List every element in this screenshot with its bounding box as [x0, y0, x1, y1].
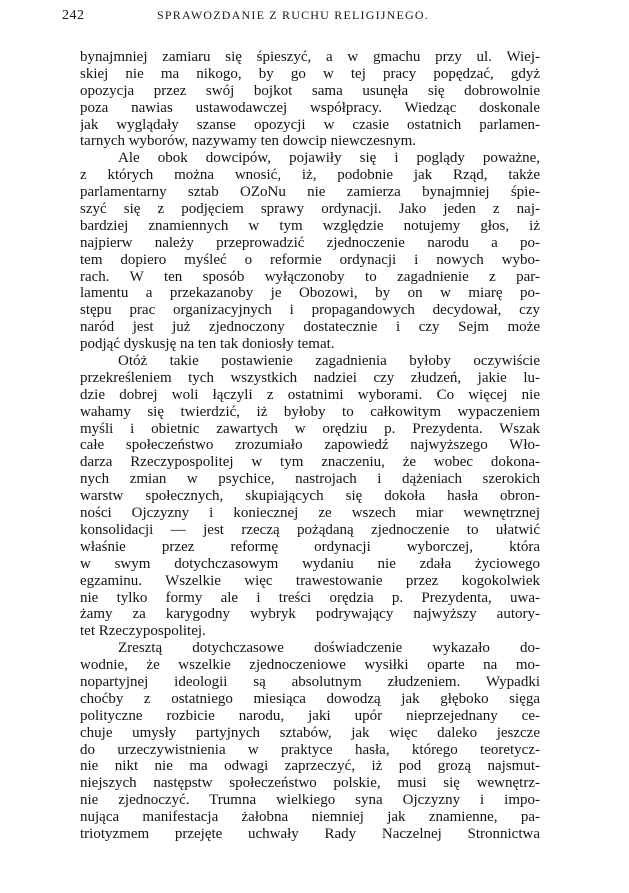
text-line: parlamentarny sztab OZoNu nie zamierza bynajmniej śpie- [80, 184, 540, 201]
text-line: nie nikt nie ma odwagi zaprzeczyć, iż pod grozą najsmut- [80, 758, 540, 775]
text-line: konsolidacji — jest rzeczą pożądaną zjednoczenie to ułatwić [80, 521, 540, 538]
text-line: egzaminu. Wszelkie więc trawestowanie przez kogokolwiek [80, 572, 540, 589]
text-line: rach. W ten sposób wyłączonoby to zagadnienie z par- [80, 268, 540, 285]
text-line: choćby z ostatniego miesiąca dowodzą jak głęboko sięga [80, 690, 540, 707]
text-line: w swym dotychczasowym wydaniu nie zdała życiowego [80, 555, 540, 572]
text-line: do urzeczywistnienia w praktyce hasła, którego teoretycz- [80, 741, 540, 758]
text-line: nie zjednoczyć. Trumna wielkiego syna Ojczyzny i impo- [80, 792, 540, 809]
text-line: skiej nie ma nikogo, by go w tej pracy popędzać, gdyż [80, 65, 540, 82]
page-header [62, 8, 568, 28]
text-line: tarnych wyborów, nazywamy ten dowcip niewczesnym. [80, 133, 417, 150]
text-line: jak wyglądały szanse opozycji w czasie ostatnich parlamen- [80, 116, 540, 133]
text-line: stępu prac organizacyjnych i propagandowych decydował, czy [80, 302, 540, 319]
text-line: nująca manifestacja żałobna niemniej jak znamienne, pa- [80, 809, 540, 826]
text-line: najpierw należy przeprowadzić zjednoczenie narodu a po- [80, 234, 540, 251]
text-line: warstw społecznych, skupiających się dokoła hasła obron- [80, 488, 540, 505]
text-line: poza nawias ustawodawczej współpracy. Wiedząc doskonale [80, 99, 540, 116]
text-line: tet Rzeczypospolitej. [80, 623, 206, 640]
text-line: z których można wnosić, iż, podobnie jak Rząd, także [80, 167, 540, 184]
text-line: nie tylko formy ale i treści orędzia p. Prezydenta, uwa- [80, 589, 540, 606]
text-line: całe społeczeństwo zrozumiało zapowiedź najwyższego Wło- [80, 437, 540, 454]
page-number: 242 [62, 8, 85, 23]
text-line: tem dopiero myśleć o reformie ordynacji i nowych wybo- [80, 251, 540, 268]
text-line: Zresztą dotychczasowe doświadczenie wykazało do- [118, 640, 540, 657]
text-line: polityczne rozbicie narodu, jaki upór nieprzejednany ce- [80, 707, 540, 724]
text-line: przekreśleniem tych wszystkich nadziei czy złudzeń, jakie lu- [80, 369, 540, 386]
text-line: Ale obok dowcipów, pojawiły się i poglądy poważne, [118, 150, 540, 167]
text-line: żamy za karygodny wybryk podrywający najwyższy autory- [80, 606, 540, 623]
text-line: wahamy się twierdzić, iż byłoby to całkowitym wypaczeniem [80, 403, 540, 420]
text-line: darza Rzeczypospolitej w tym znaczeniu, że wobec dokona- [80, 454, 540, 471]
text-line: wodnie, że wszelkie zjednoczeniowe wysiłki oparte na mo- [80, 657, 540, 674]
body-text [80, 49, 540, 843]
text-line: chuje umysły partyjnych sztabów, jak więc daleko jeszcze [80, 724, 540, 741]
text-line: dzie dobrej woli łączyli z ostatnimi wyborami. Co więcej nie [80, 386, 540, 403]
text-line: opozycja przez swój bojkot sama usunęła się dobrowolnie [80, 82, 540, 99]
running-head: SPRAWOZDANIE Z RUCHU RELIGIJNEGO. [157, 8, 429, 22]
text-line: Otóż takie postawienie zagadnienia byłoby oczywiście [118, 353, 540, 370]
text-line: nych zmian w psychice, nastrojach i dążeniach szerokich [80, 471, 540, 488]
text-line: triotyzmem przejęte uchwały Rady Naczelnej Stronnictwa [80, 825, 540, 842]
text-line: bynajmniej zamiaru się śpieszyć, a w gmachu przy ul. Wiej- [80, 49, 540, 65]
text-line: niejszych następstw społeczeństwo polskie, musi się wewnętrz- [80, 775, 540, 792]
text-line: ności Ojczyzny i koniecznej ze wszech miar wewnętrznej [80, 505, 540, 522]
text-line: podjąć dyskusję na ten tak doniosły temat. [80, 336, 335, 353]
text-line: nopartyjnej ideologii są absolutnym złudzeniem. Wypadki [80, 673, 540, 690]
text-line: bardziej znamiennych w tym względzie notujemy głos, iż [80, 217, 540, 234]
text-line: naród jest już zjednoczony dostatecznie i czy Sejm może [80, 319, 540, 336]
text-line: myśli i obietnic zawartych w orędziu p. Prezydenta. Wszak [80, 420, 540, 437]
text-line: właśnie przez reformę ordynacji wyborczej, która [80, 538, 540, 555]
text-line: lamentu a przekazanoby je Obozowi, by on w miarę po- [80, 285, 540, 302]
text-line: szyć się z podjęciem sprawy ordynacji. Jako jeden z naj- [80, 201, 540, 218]
